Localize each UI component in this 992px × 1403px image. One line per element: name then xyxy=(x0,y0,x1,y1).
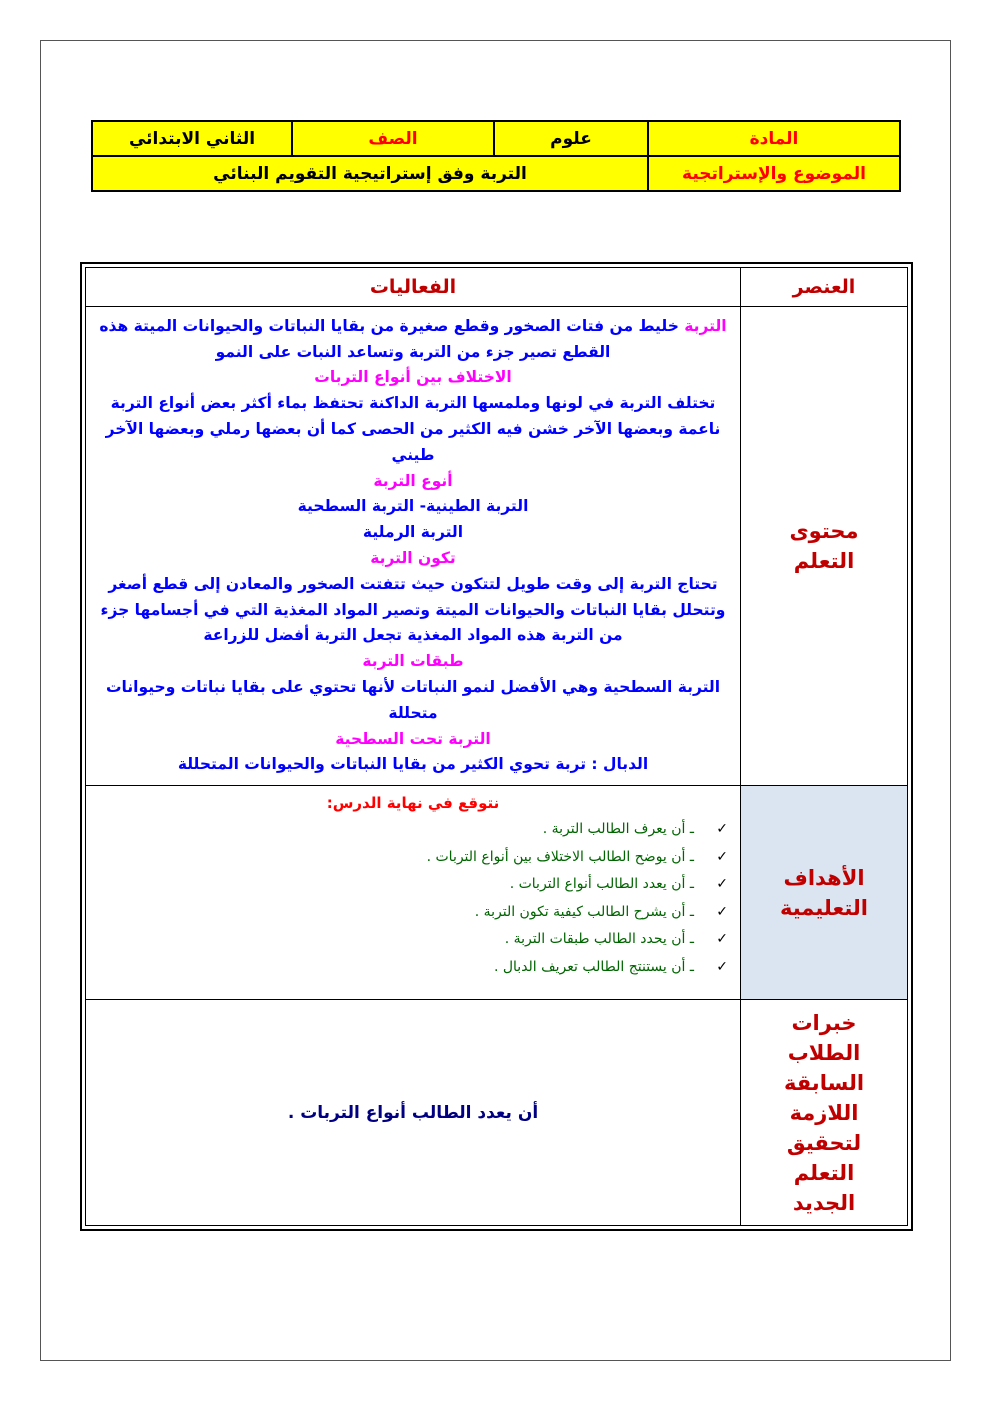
goals-label-line-1: الأهداف xyxy=(783,865,865,890)
prior-label xyxy=(741,1000,908,1226)
prior-label-line-5: لتحقيق xyxy=(786,1130,862,1155)
content-line-1 xyxy=(96,314,730,340)
content-label-line-2: التعلم xyxy=(793,549,855,573)
main-table-frame xyxy=(80,262,913,1231)
prior-label-line-1: خبرات xyxy=(791,1010,857,1035)
subject-label: المادة xyxy=(648,121,900,156)
goal-text: ـ أن يعدد الطالب أنواع التربات . xyxy=(509,876,694,892)
content-cell xyxy=(86,307,741,786)
checkmark-icon: ✓ xyxy=(716,848,728,865)
goal-text: ـ أن يستنتج الطالب تعريف الدبال . xyxy=(493,958,694,975)
content-line-6: التربة الطينية- التربة السطحية xyxy=(297,497,529,516)
soil-term: التربة xyxy=(684,316,727,335)
checkmark-icon: ✓ xyxy=(716,903,728,920)
class-value: الثاني الابتدائي xyxy=(92,121,292,156)
prior-label-line-6: التعلم xyxy=(793,1160,855,1185)
goal-text: ـ أن يوضح الطالب الاختلاف بين أنواع التربات . xyxy=(426,848,694,865)
goal-text: ـ أن يعرف الطالب التربة . xyxy=(542,821,694,837)
info-table xyxy=(91,120,901,192)
goal-text: ـ أن يحدد الطالب طبقات التربة . xyxy=(504,931,694,947)
prior-label-line-3: السابقة xyxy=(783,1070,865,1095)
content-line-4: ناعمة وبعضها الآخر خشن فيه الكثير من الحصى كما أن بعضها رملي وبعضها الآخر xyxy=(105,420,721,439)
prior-label-line-7: الجديد xyxy=(792,1190,856,1215)
content-line-5: طيني xyxy=(391,445,435,464)
topic-value: التربة وفق إستراتيجية التقويم البنائي xyxy=(92,156,648,191)
goal-text: ـ أن يشرح الطالب كيفية تكون التربة . xyxy=(474,903,694,920)
goal-item xyxy=(98,871,728,899)
content-heading-5: التربة تحت السطحية xyxy=(335,729,491,748)
goal-item xyxy=(98,954,728,982)
content-line-13: الدبال : تربة تحوي الكثير من بقايا النباتات والحيوانات المتحللة xyxy=(177,755,649,774)
goal-item xyxy=(98,899,728,927)
topic-label: الموضوع والإستراتجية xyxy=(648,156,900,191)
content-line-8: تحتاج التربة إلى وقت طويل لتتكون حيث تتفتت الصخور والمعادن إلى قطع أصغر xyxy=(108,574,718,593)
soil-definition: خليط من فتات الصخور وقطع صغيرة من بقايا النباتات والحيوانات الميتة هذه xyxy=(99,316,685,335)
header-element: العنصر xyxy=(741,268,908,307)
lesson-table xyxy=(85,267,908,1226)
goals-label-line-2: التعليمية xyxy=(779,895,869,920)
content-line-7: التربة الرملية xyxy=(362,523,464,542)
content-line-2: القطع تصير جزء من التربة وتساعد النبات على النمو xyxy=(215,342,611,361)
content-line-10: من التربة هذه المواد المغذية تجعل التربة أفضل للزراعة xyxy=(203,626,623,645)
content-heading-2: أنوع التربة xyxy=(373,471,453,490)
checkmark-icon: ✓ xyxy=(716,958,728,975)
class-label: الصف xyxy=(292,121,494,156)
content-line-9: وتتحلل بقايا النباتات والحيوانات الميتة وتصير المواد المغذية التي في أجسامها جزء xyxy=(100,600,726,619)
prior-label-line-4: اللازمة xyxy=(789,1100,859,1125)
prior-cell: أن يعدد الطالب أنواع التربات . xyxy=(86,1000,741,1226)
content-heading-1: الاختلاف بين أنواع التربات xyxy=(314,368,512,387)
content-label xyxy=(741,307,908,786)
checkmark-icon: ✓ xyxy=(716,931,728,947)
goal-item xyxy=(98,926,728,954)
content-line-3: تختلف التربة في لونها وملمسها التربة الداكنة تحتفظ بماء أكثر بعض أنواع التربة xyxy=(110,394,716,413)
goals-cell xyxy=(86,786,741,1000)
content-line-12: متحللة xyxy=(388,703,438,722)
goal-item xyxy=(98,844,728,872)
checkmark-icon: ✓ xyxy=(716,821,728,837)
content-label-line-1: محتوى xyxy=(789,519,859,543)
goals-list xyxy=(98,816,728,981)
goal-item xyxy=(98,816,728,844)
subject-value: علوم xyxy=(494,121,648,156)
header-activities: الفعاليات xyxy=(86,268,741,307)
checkmark-icon: ✓ xyxy=(716,876,728,892)
content-heading-3: تكون التربة xyxy=(370,549,456,567)
prior-label-line-2: الطلاب xyxy=(787,1040,861,1065)
goals-label xyxy=(741,786,908,1000)
content-heading-4: طبقات التربة xyxy=(362,652,464,671)
content-line-11: التربة السطحية وهي الأفضل لنمو النباتات لأنها تحتوي على بقايا نباتات وحيوانات xyxy=(105,677,721,696)
goals-title: نتوقع في نهاية الدرس: xyxy=(326,794,500,812)
